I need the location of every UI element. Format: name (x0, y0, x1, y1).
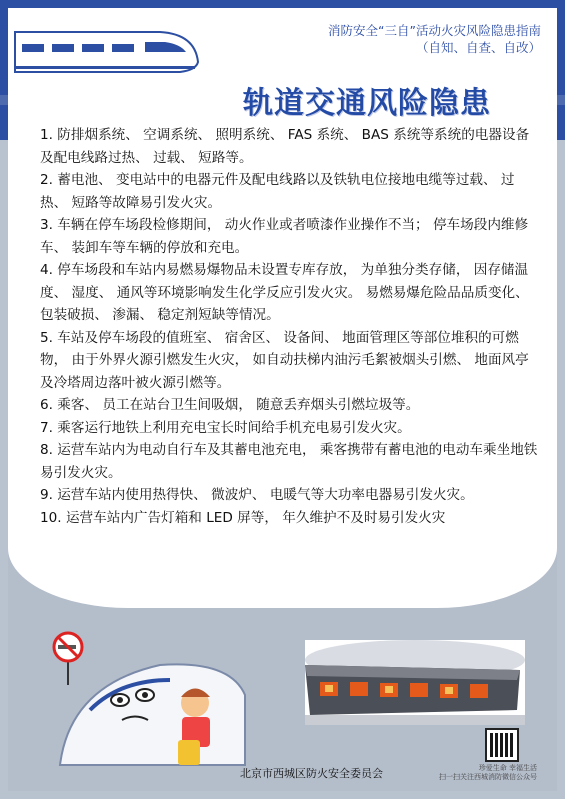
footer-organization: 北京市西城区防火安全委员会 (240, 767, 383, 780)
list-item: 3. 车辆在停车场段检修期间， 动火作业或者喷漆作业操作不当； 停车场段内维修车、 装卸车等车辆的停放和充电。 (40, 217, 529, 256)
list-item: 9. 运营车站内使用热得快、 微波炉、 电暖气等大功率电器易引发火灾。 (40, 487, 474, 503)
qr-code (485, 728, 519, 762)
qr-caption (439, 764, 537, 782)
list-item: 2. 蓄电池、 变电站中的电器元件及配电线路以及铁轨电位接地电缆等过载、 过热、 短路等故障易引发火灾。 (40, 172, 515, 211)
list-item: 8. 运营车站内为电动自行车及其蓄电池充电， 乘客携带有蓄电池的电动车乘坐地铁易引发火灾。 (40, 442, 538, 481)
header-line-1: 消防安全“三自”活动火灾风险隐患指南 (328, 23, 541, 38)
list-item: 7. 乘客运行地铁上利用充电宝长时间给手机充电易引发火灾。 (40, 419, 411, 436)
qr-caption-line-1: 珍爱生命 幸福生活 (478, 764, 537, 772)
no-smoking-sign-icon (54, 633, 82, 685)
list-item: 4. 停车场段和车站内易燃易爆物品未设置专库存放， 为单独分类存储， 因存储温度、 湿度、 通风等环境影响发生化学反应引发火灾。 易燃易爆危险品品质变化、 包装破损、 渗漏、 稳定剂短缺等情况。 (40, 262, 529, 323)
hazard-list (40, 124, 540, 529)
burning-train-photo (305, 640, 525, 725)
train-logo-icon (10, 22, 200, 82)
page-title: 轨道交通风险隐患 (243, 86, 491, 121)
list-item: 1. 防排烟系统、 空调系统、 照明系统、 FAS 系统、 BAS 系统等系统的电器设备及配电线路过热、 过载、 短路等。 (40, 127, 530, 166)
list-item: 5. 车站及停车场段的值班室、 宿舍区、 设备间、 地面管理区等部位堆积的可燃物， 由于外界火源引燃发生火灾， 如自动扶梯内油污毛絮被烟头引燃、 地面风亭及冷塔周边落叶被火源引燃等。 (40, 329, 529, 391)
cartoon-train-illustration (50, 625, 250, 775)
list-item: 10. 运营车站内广告灯箱和 LED 屏等， 年久维护不及时易引发火灾 (40, 509, 446, 526)
header-line-2: （自知、自查、自改） (415, 40, 541, 55)
header-title (328, 22, 541, 56)
list-item: 6. 乘客、 员工在站台卫生间吸烟， 随意丢弃烟头引燃垃圾等。 (40, 397, 420, 413)
qr-caption-line-2: 扫一扫关注西城消防微信公众号 (439, 773, 537, 781)
